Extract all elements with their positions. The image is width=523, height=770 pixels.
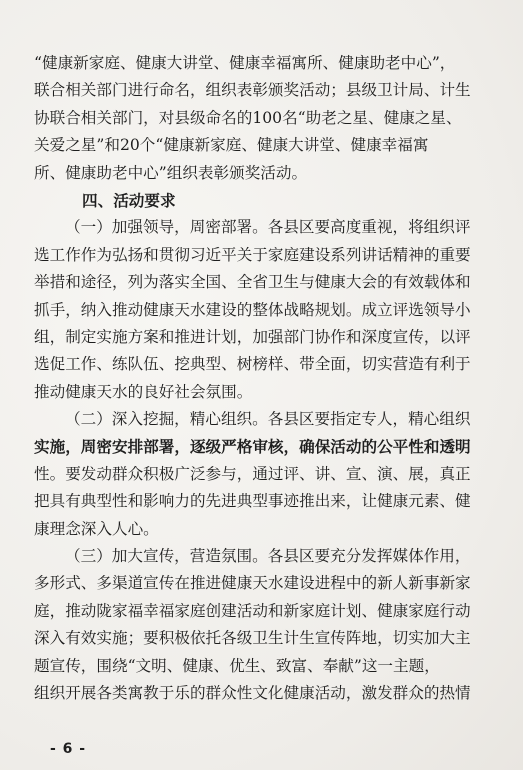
text-line: 把具有典型性和影响力的先进典型事迹推出来，让健康元素、健 (34, 492, 471, 511)
text-line: 选工作作为弘扬和贯彻习近平关于家庭建设系列讲话精神的重要 (34, 245, 471, 264)
text-line: 庭，推动陇家福幸福家庭创建活动和新家庭计划、健康家庭行动 (34, 601, 471, 620)
text-line: 推动健康天水的良好社会氛围。 (34, 382, 253, 401)
text-line: 多形式、多渠道宣传在推进健康天水建设进程中的新人新事新家 (34, 574, 471, 593)
text-line: 举措和途径，列为落实全国、全省卫生与健康大会的有效载体和 (34, 273, 471, 292)
text-line: 关爱之星”和20个“健康新家庭、健康大讲堂、健康幸福寓 (34, 136, 429, 155)
text-line: 选促工作、练队伍、挖典型、树榜样、带全面，切实营造有利于 (34, 355, 471, 374)
paragraph-start: （一）加强领导，周密部署。各县区要高度重视，将组织评 (65, 218, 471, 237)
text-line: 题宣传，围绕“文明、健康、优生、致富、奉献”这一主题， (34, 656, 440, 675)
text-line: 所、健康助老中心”组织表彰颁奖活动。 (34, 163, 308, 182)
text-line: 实施，周密安排部署，逐级严格审核，确保活动的公平性和透明 (34, 437, 471, 457)
text-line: 抓手，纳入推动健康天水建设的整体战略规划。成立评选领导小 (34, 300, 471, 319)
text-line: 协联合相关部门，对县级命名的100名“助老之星、健康之星、 (34, 108, 462, 127)
text-line: 深入有效实施；要积极依托各级卫生计生宣传阵地，切实加大主 (34, 629, 471, 648)
text-line: 康理念深入人心。 (34, 519, 159, 538)
text-line: 性。要发动群众积极广泛参与，通过评、讲、宣、演、展，真正 (34, 464, 471, 483)
page-number: - 6 - (50, 741, 87, 757)
section-heading: 四、活动要求 (82, 190, 176, 210)
paragraph-start: （二）深入挖掘，精心组织。各县区要指定专人，精心组织 (65, 410, 471, 429)
paragraph-start: （三）加大宣传，营造氛围。各县区要充分发挥媒体作用， (65, 547, 471, 566)
text-line: 联合相关部门进行命名，组织表彰颁奖活动；县级卫计局、计生 (34, 81, 471, 100)
text-line: 组，制定实施方案和推进计划，加强部门协作和深度宣传，以评 (34, 327, 471, 346)
text-line: 组织开展各类寓教于乐的群众性文化健康活动，激发群众的热情 (34, 683, 471, 702)
text-line: “健康新家庭、健康大讲堂、健康幸福寓所、健康助老中心”， (34, 54, 456, 72)
body-text (34, 50, 504, 707)
